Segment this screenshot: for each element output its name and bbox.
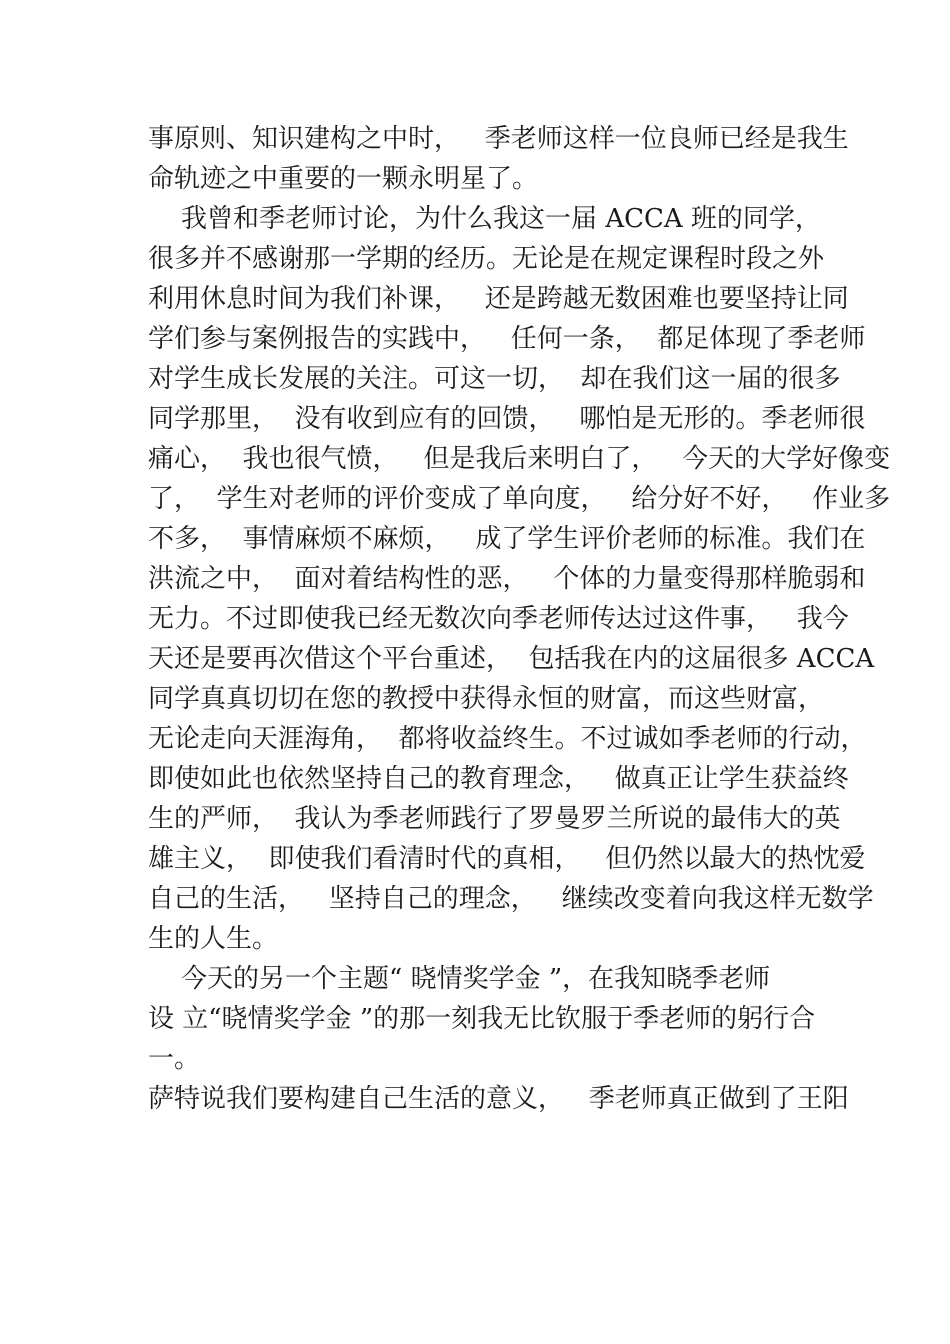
text-line: 很多并不感谢那一学期的经历。无论是在规定课程时段之外 bbox=[148, 244, 825, 274]
text-line: 雄主义， 即使我们看清时代的真相， 但仍然以最大的热忱爱 bbox=[148, 844, 866, 874]
body-text bbox=[148, 119, 891, 1119]
text-line: 事原则、知识建构之中时， 季老师这样一位良师已经是我生 bbox=[148, 124, 849, 154]
text-line: 天还是要再次借这个平台重述， 包括我在内的这届很多 ACCA bbox=[148, 644, 875, 674]
text-line: 无论走向天涯海角， 都将收益终生。不过诚如季老师的行动， bbox=[148, 724, 867, 754]
text-line: 即使如此也依然坚持自己的教育理念， 做真正让学生获益终 bbox=[148, 764, 849, 794]
text-line: 生的人生。 bbox=[148, 924, 279, 954]
text-line: 无力。不过即使我已经无数次向季老师传达过这件事， 我今 bbox=[148, 604, 849, 634]
text-line: 萨特说我们要构建自己生活的意义， 季老师真正做到了王阳 bbox=[148, 1084, 849, 1114]
text-line: 今天的另一个主题“ 晓情奖学金 ”，在我知晓季老师 bbox=[148, 964, 771, 994]
text-line: 了， 学生对老师的评价变成了单向度， 给分好不好， 作业多 bbox=[148, 484, 891, 514]
text-line: 一。 bbox=[148, 1044, 201, 1074]
text-line: 洪流之中， 面对着结构性的恶， 个体的力量变得那样脆弱和 bbox=[148, 564, 866, 594]
text-line: 对学生成长发展的关注。可这一切， 却在我们这一届的很多 bbox=[148, 364, 841, 394]
text-line: 痛心， 我也很气愤， 但是我后来明白了， 今天的大学好像变 bbox=[148, 444, 891, 474]
text-line: 我曾和季老师讨论，为什么我这一届 ACCA 班的同学， bbox=[148, 204, 821, 234]
text-line: 自己的生活， 坚持自己的理念， 继续改变着向我这样无数学 bbox=[148, 884, 874, 914]
text-line: 同学真真切切在您的教授中获得永恒的财富，而这些财富， bbox=[148, 684, 825, 714]
text-line: 同学那里， 没有收到应有的回馈， 哪怕是无形的。季老师很 bbox=[148, 404, 866, 434]
text-line: 学们参与案例报告的实践中， 任何一条， 都足体现了季老师 bbox=[148, 324, 866, 354]
text-line: 不多， 事情麻烦不麻烦， 成了学生评价老师的标准。我们在 bbox=[148, 524, 866, 554]
text-line: 生的严师， 我认为季老师践行了罗曼罗兰所说的最伟大的英 bbox=[148, 804, 841, 834]
text-line: 利用休息时间为我们补课， 还是跨越无数困难也要坚持让同 bbox=[148, 284, 849, 314]
text-line: 命轨迹之中重要的一颗永明星了。 bbox=[148, 164, 539, 194]
text-line: 设 立“晓情奖学金 ”的那一刻我无比钦服于季老师的躬行合 bbox=[148, 1004, 816, 1034]
